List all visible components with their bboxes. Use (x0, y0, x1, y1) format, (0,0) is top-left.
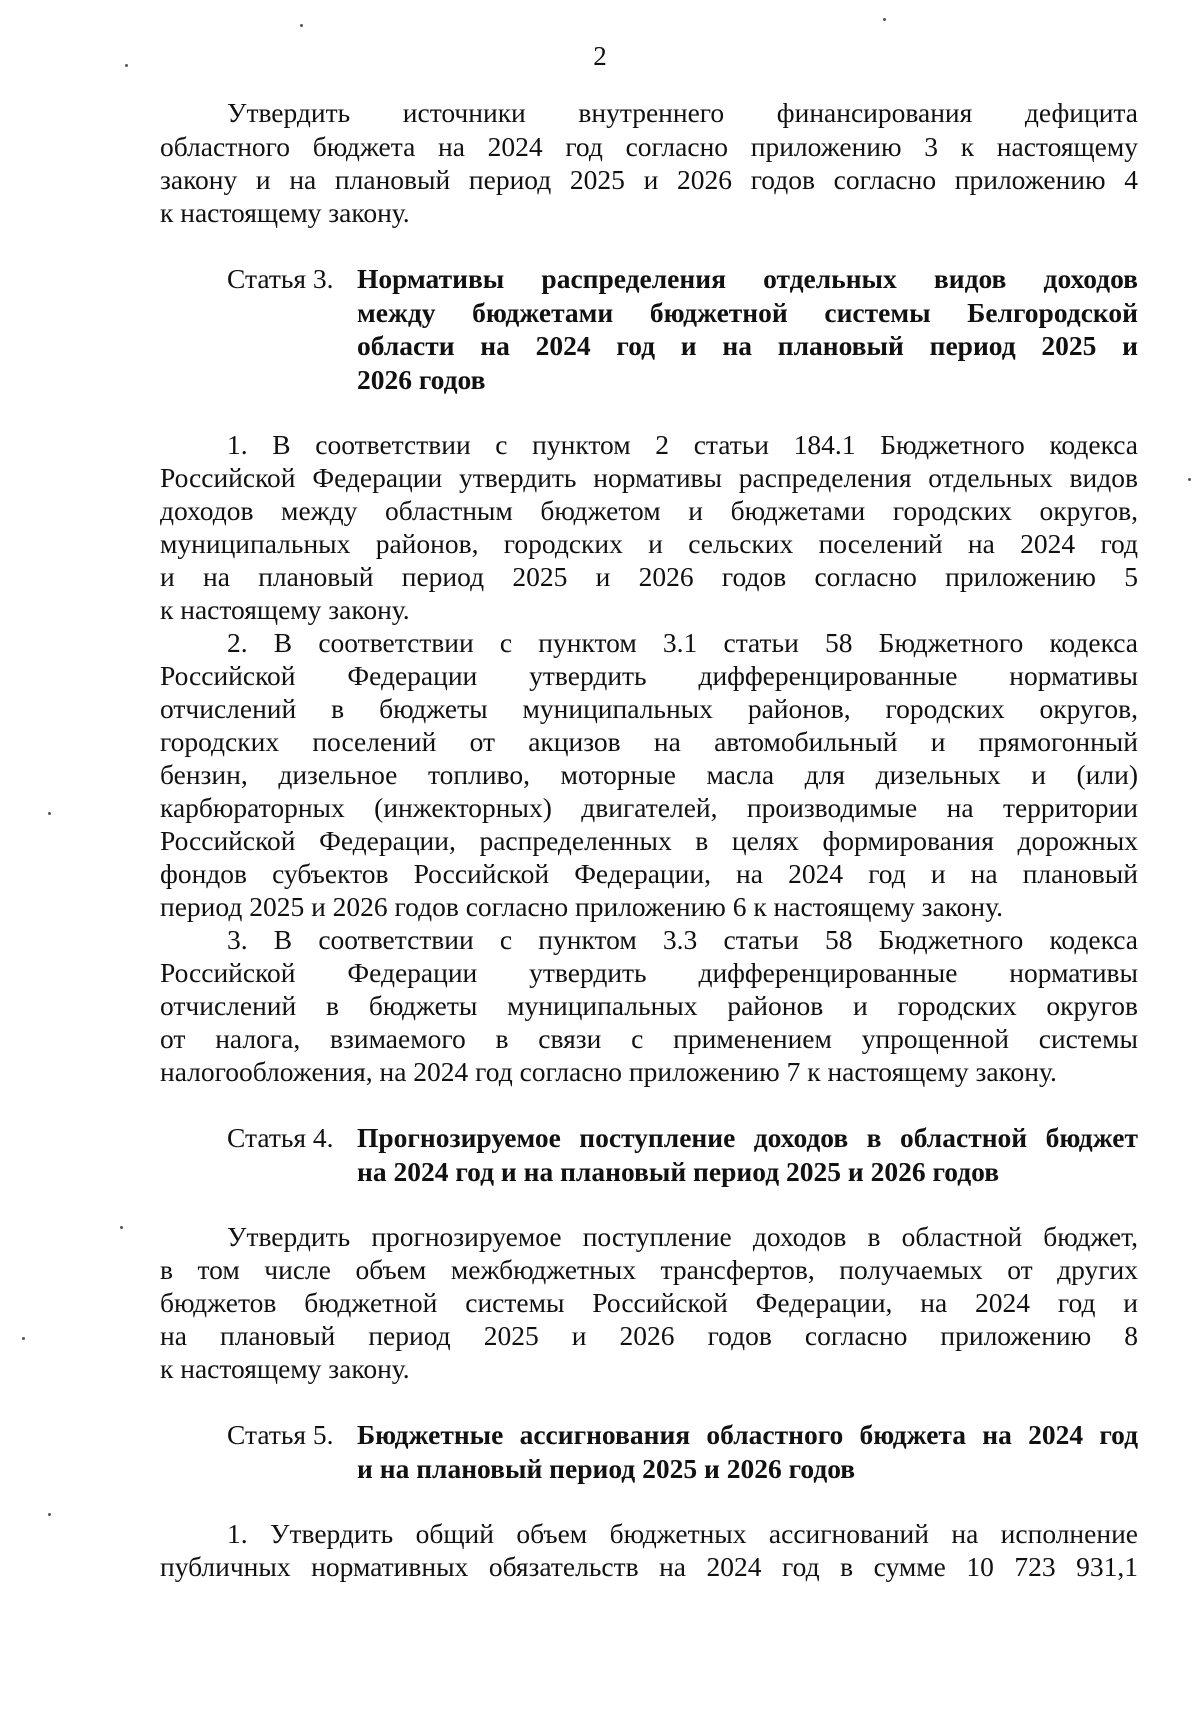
text-line: карбюраторных (инжекторных) двигателей, производимые на территории (160, 792, 1138, 823)
text-line: Российской Федерации утвердить нормативы распределения отдельных видов (160, 462, 1138, 493)
article-5-title-line: и на плановый период 2025 и 2026 годов (357, 1453, 856, 1484)
text-line: на плановый период 2025 и 2026 годов согласно приложению 8 (160, 1320, 1138, 1351)
page-number: 2 (593, 41, 607, 71)
text-line: бюджетов бюджетной системы Российской Федерации, на 2024 год и (160, 1287, 1138, 1318)
text-line: к настоящему закону. (160, 1353, 410, 1384)
article-3-title-line: 2026 годов (357, 364, 486, 395)
article-4-title-line: на 2024 год и на плановый период 2025 и 2026 годов (357, 1156, 1000, 1187)
text-line: Утвердить прогнозируемое поступление доходов в областной бюджет, (227, 1221, 1138, 1252)
article-4-label: Статья 4. (227, 1122, 334, 1153)
article-5-title-line: Бюджетные ассигнования областного бюджета на 2024 год (357, 1419, 1138, 1450)
article-4-title-line: Прогнозируемое поступление доходов в областной бюджет (357, 1122, 1138, 1153)
scan-speck (48, 812, 51, 815)
article-3-label: Статья 3. (227, 263, 334, 294)
text-line: и на плановый период 2025 и 2026 годов согласно приложению 5 (160, 561, 1138, 592)
text-line: Российской Федерации утвердить дифференцированные нормативы (160, 957, 1138, 988)
text-line: бензин, дизельное топливо, моторные масла для дизельных и (или) (160, 759, 1138, 790)
text-line: фондов субъектов Российской Федерации, на 2024 год и на плановый (160, 858, 1138, 889)
article-3-title-line: Нормативы распределения отдельных видов доходов (357, 263, 1138, 294)
text-line: Российской Федерации, распределенных в целях формирования дорожных (160, 825, 1138, 856)
text-line: закону и на плановый период 2025 и 2026 годов согласно приложению 4 (160, 164, 1138, 195)
text-line: 3. В соответствии с пунктом 3.3 статьи 58 Бюджетного кодекса (227, 924, 1138, 955)
article-5-label: Статья 5. (227, 1419, 334, 1450)
text-line: 1. Утвердить общий объем бюджетных ассигнований на исполнение (227, 1518, 1138, 1549)
text-line: период 2025 и 2026 годов согласно приложению 6 к настоящему закону. (160, 891, 1003, 922)
article-3-title-line: области на 2024 год и на плановый период 2025 и (357, 330, 1138, 361)
text-line: к настоящему закону. (160, 594, 410, 625)
text-line: в том числе объем межбюджетных трансфертов, получаемых от других (160, 1254, 1138, 1285)
article-3-title-line: между бюджетами бюджетной системы Белгородской (357, 297, 1138, 328)
scan-speck (300, 24, 303, 27)
text-line: отчислений в бюджеты муниципальных районов и городских округов (160, 990, 1138, 1021)
scan-speck (883, 18, 886, 21)
text-line: налогообложения, на 2024 год согласно приложению 7 к настоящему закону. (160, 1056, 1057, 1087)
text-line: отчислений в бюджеты муниципальных районов, городских округов, (160, 693, 1138, 724)
text-line: доходов между областным бюджетом и бюджетами городских округов, (160, 495, 1138, 526)
scan-speck (22, 1337, 25, 1340)
text-line: муниципальных районов, городских и сельских поселений на 2024 год (160, 528, 1138, 559)
scan-speck (120, 1226, 123, 1229)
scan-speck (125, 64, 128, 67)
text-line: от налога, взимаемого в связи с применением упрощенной системы (160, 1023, 1138, 1054)
text-line: 2. В соответствии с пунктом 3.1 статьи 58 Бюджетного кодекса (227, 627, 1138, 658)
text-line: городских поселений от акцизов на автомобильный и прямогонный (160, 726, 1138, 757)
text-line: к настоящему закону. (160, 197, 410, 228)
text-line: Утвердить источники внутреннего финансирования дефицита (227, 97, 1138, 128)
text-line: публичных нормативных обязательств на 2024 год в сумме 10 723 931,1 (160, 1551, 1138, 1582)
scan-speck (1188, 478, 1191, 481)
text-line: 1. В соответствии с пунктом 2 статьи 184.1 Бюджетного кодекса (227, 429, 1138, 460)
scan-speck (48, 1513, 51, 1516)
text-line: Российской Федерации утвердить дифференцированные нормативы (160, 660, 1138, 691)
text-line: областного бюджета на 2024 год согласно приложению 3 к настоящему (160, 131, 1138, 162)
